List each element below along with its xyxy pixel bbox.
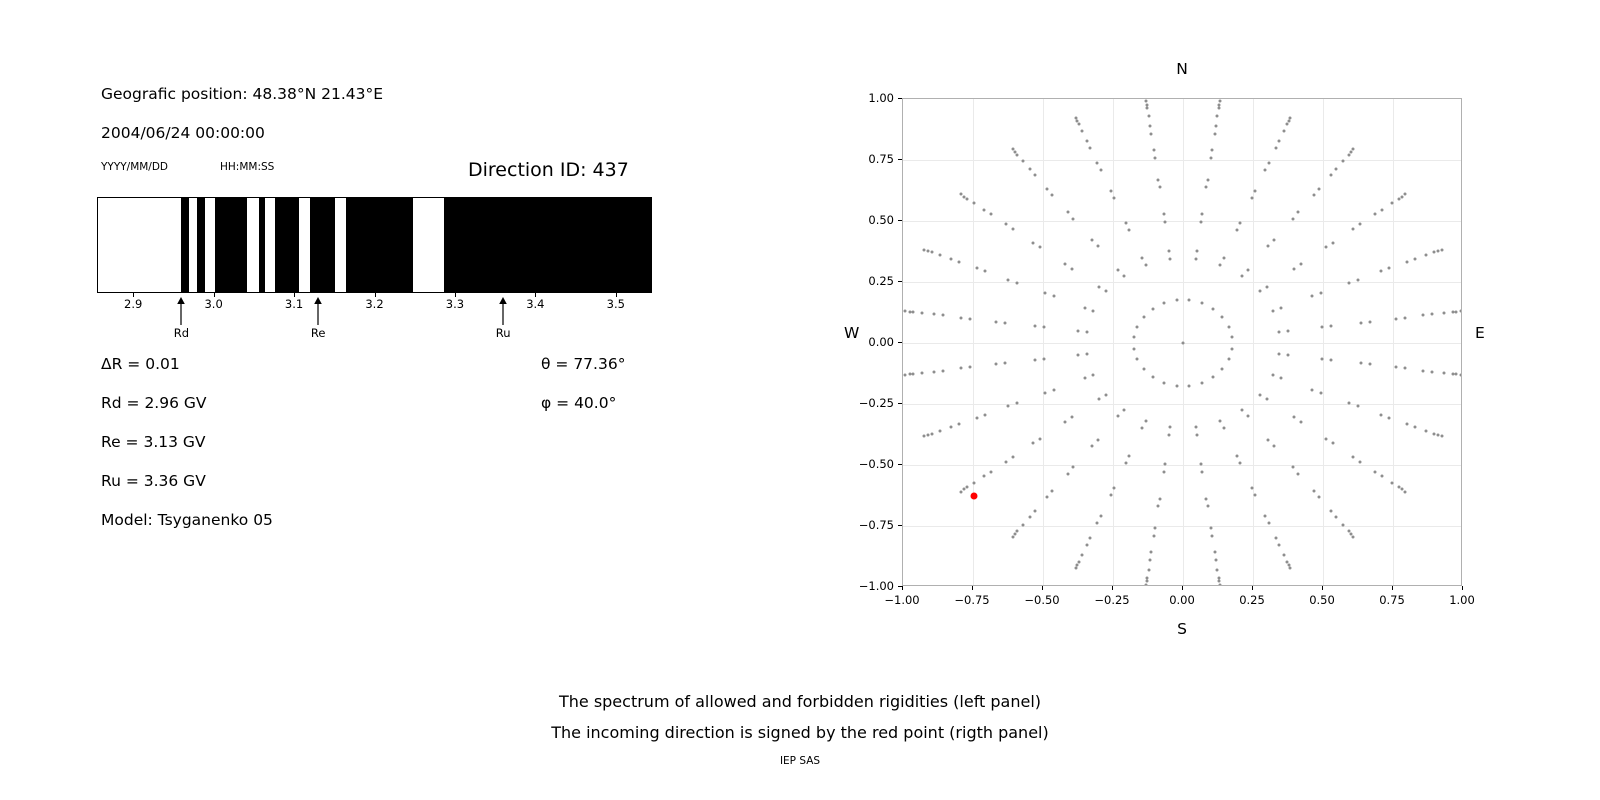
date-format-label: YYYY/MM/DD xyxy=(101,161,169,173)
rigidity-marker-label: Re xyxy=(310,326,326,340)
compass-east-label: E xyxy=(1475,324,1485,342)
forbidden-band xyxy=(197,198,205,292)
forbidden-band xyxy=(310,198,336,292)
y-axis-tick-label: −0.75 xyxy=(858,518,894,532)
sky-direction-panel xyxy=(830,50,1530,650)
y-axis-tick xyxy=(898,464,902,465)
x-axis-tick xyxy=(1392,586,1393,590)
x-axis-tick xyxy=(1322,586,1323,590)
y-axis-tick-label: −0.50 xyxy=(858,457,894,471)
value-delta-r: ΔR = 0.01 xyxy=(101,355,180,373)
y-axis-tick xyxy=(898,586,902,587)
rigidity-marker-group xyxy=(97,296,652,346)
x-axis-tick-label: 0.50 xyxy=(1309,593,1335,607)
forbidden-band xyxy=(444,198,652,292)
x-axis-tick-label: 0.25 xyxy=(1239,593,1265,607)
x-axis-tick xyxy=(1462,586,1463,590)
sky-plot-axes xyxy=(830,50,1530,650)
forbidden-band xyxy=(215,198,247,292)
rigidity-marker-arrow-icon xyxy=(312,296,324,326)
x-axis-tick xyxy=(972,586,973,590)
x-axis-tick-label: −0.75 xyxy=(954,593,990,607)
rigidity-marker-label: Rd xyxy=(173,326,190,340)
x-axis-tick-label: 0.00 xyxy=(1169,593,1195,607)
x-axis-tick xyxy=(902,586,903,590)
credit-label: IEP SAS xyxy=(779,755,821,767)
geographic-position-label: Geografic position: 48.38°N 21.43°E xyxy=(101,85,384,103)
spectrum-tick-label: 3.2 xyxy=(365,297,384,311)
y-axis-tick xyxy=(898,98,902,99)
x-axis-tick xyxy=(1042,586,1043,590)
rigidity-spectrum-panel xyxy=(0,0,760,620)
y-axis-tick-label: 0.50 xyxy=(868,213,894,227)
spectrum-tick-label: 3.5 xyxy=(606,297,625,311)
spectrum-tick-label: 3.0 xyxy=(204,297,223,311)
value-model: Model: Tsyganenko 05 xyxy=(101,511,273,529)
selected-direction-point[interactable] xyxy=(970,492,977,499)
rigidity-marker-arrow-icon xyxy=(497,296,509,326)
forbidden-band xyxy=(346,198,414,292)
forbidden-band xyxy=(275,198,299,292)
value-phi: φ = 40.0° xyxy=(541,394,617,412)
y-axis-tick xyxy=(898,159,902,160)
compass-west-label: W xyxy=(844,324,860,342)
x-axis-tick-label: −0.50 xyxy=(1024,593,1060,607)
y-axis-tick-label: 0.25 xyxy=(868,274,894,288)
rigidity-marker-arrow-icon xyxy=(175,296,187,326)
compass-south-label: S xyxy=(1177,620,1187,638)
spectrum-tick-label: 3.1 xyxy=(284,297,304,311)
y-axis-tick xyxy=(898,281,902,282)
y-axis-tick xyxy=(898,525,902,526)
x-axis-tick xyxy=(1112,586,1113,590)
x-axis-tick-label: 0.75 xyxy=(1379,593,1405,607)
spectrum-tick-label: 2.9 xyxy=(124,297,143,311)
value-rd: Rd = 2.96 GV xyxy=(101,394,207,412)
x-axis-tick xyxy=(1182,586,1183,590)
figure-caption xyxy=(0,686,1600,748)
x-axis-tick-label: 1.00 xyxy=(1449,593,1475,607)
y-axis-tick xyxy=(898,403,902,404)
caption-line-2: The incoming direction is signed by the red point (rigth panel) xyxy=(551,723,1049,742)
rigidity-marker-label: Ru xyxy=(495,326,511,340)
compass-north-label: N xyxy=(1176,60,1188,78)
spectrum-tick-label: 3.3 xyxy=(445,297,465,311)
direction-id-label: Direction ID: 437 xyxy=(468,159,629,181)
forbidden-band xyxy=(181,198,189,292)
y-axis-tick-label: 0.00 xyxy=(868,335,894,349)
x-axis-tick-label: −1.00 xyxy=(884,593,920,607)
value-theta: θ = 77.36° xyxy=(541,355,626,373)
x-axis-tick-label: −0.25 xyxy=(1094,593,1130,607)
value-ru: Ru = 3.36 GV xyxy=(101,472,206,490)
forbidden-band xyxy=(259,198,265,292)
caption-line-1: The spectrum of allowed and forbidden rigidities (left panel) xyxy=(558,692,1042,711)
rigidity-spectrum-bar xyxy=(97,197,652,293)
time-format-label: HH:MM:SS xyxy=(220,161,275,173)
y-axis-tick xyxy=(898,342,902,343)
spectrum-tick-label: 3.4 xyxy=(526,297,545,311)
y-axis-tick-label: −0.25 xyxy=(858,396,894,410)
y-axis-tick xyxy=(898,220,902,221)
y-axis-tick-label: 0.75 xyxy=(868,152,894,166)
value-re: Re = 3.13 GV xyxy=(101,433,206,451)
datetime-label: 2004/06/24 00:00:00 xyxy=(101,124,265,142)
x-axis-tick xyxy=(1252,586,1253,590)
y-axis-tick-label: 1.00 xyxy=(868,91,894,105)
y-axis-tick-label: −1.00 xyxy=(858,579,894,593)
